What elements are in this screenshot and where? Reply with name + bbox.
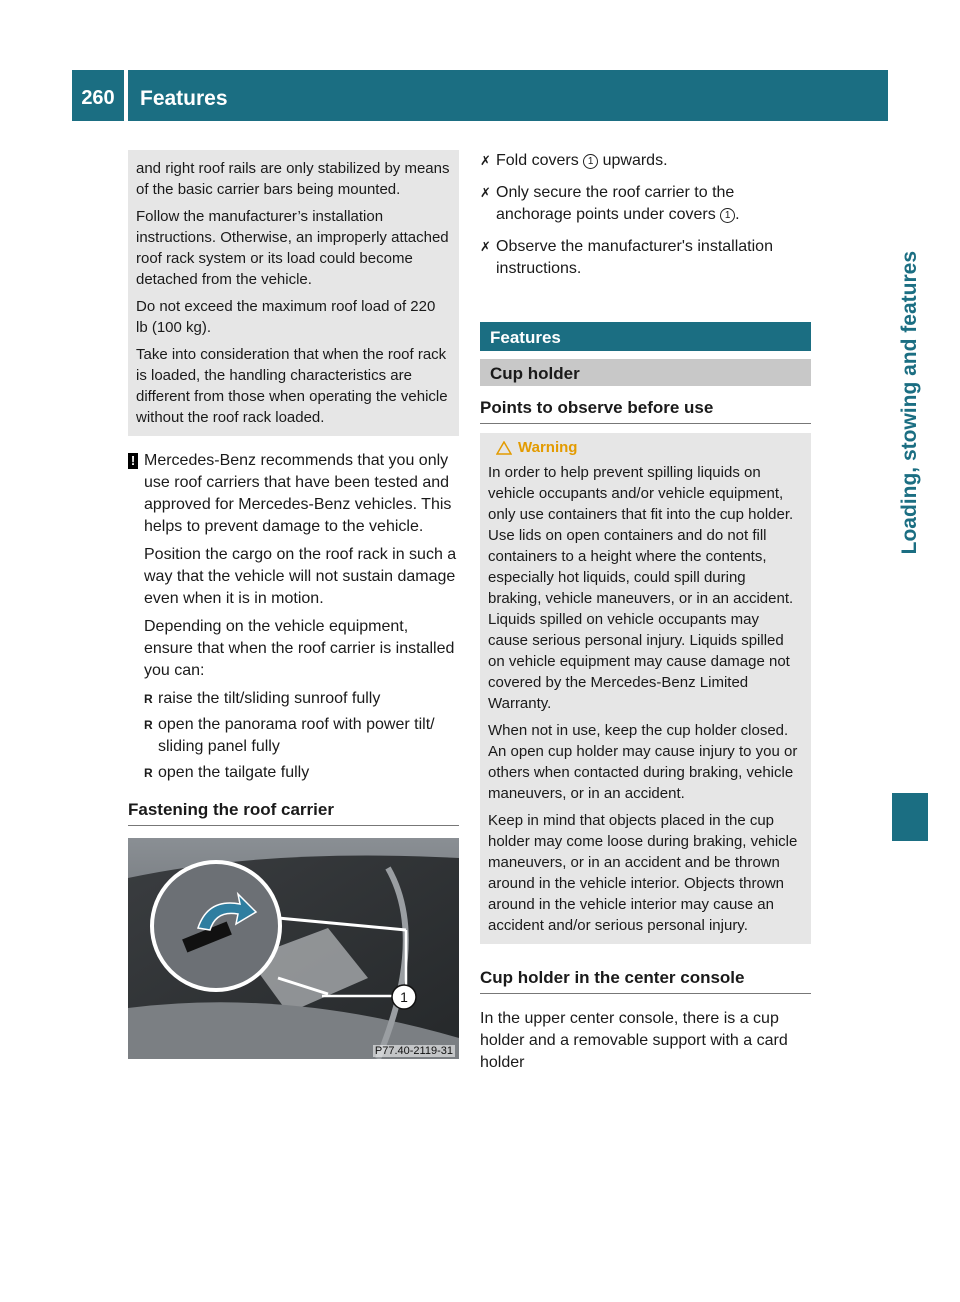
note-paragraph: Depending on the vehicle equipment, ensure that when the roof carrier is installed you can: [144, 618, 455, 679]
roof-carrier-figure [128, 838, 459, 1059]
subsection-title-bar: Cup holder [480, 359, 811, 386]
list-item: R open the panorama roof with power tilt/ sliding panel fully [144, 714, 459, 758]
section-heading: Fastening the roof carrier [128, 800, 459, 826]
exclamation-icon: ! [128, 453, 138, 469]
callout-marker: 1 [720, 208, 735, 223]
right-column [480, 150, 811, 1074]
arrow-icon: ✗ [480, 185, 491, 200]
box-paragraph: Take into consideration that when the roof rack is loaded, the handling characteristics are different from those when operating the vehicle without the roof rack loaded. [136, 346, 448, 426]
note-paragraph: Mercedes-Benz recommends that you only use roof carriers that have been tested and approved for Mercedes-Benz vehicles. This helps to prevent damage to the vehicle. [144, 452, 452, 535]
box-paragraph: Follow the manufacturer’s installation instructions. Otherwise, an improperly attached roof rack system or its load could become detached from the vehicle. [136, 208, 449, 288]
section-heading: Cup holder in the center console [480, 968, 811, 994]
warning-triangle-icon [496, 441, 512, 455]
instruction-step: ✗ Observe the manufacturer's installation instructions. [480, 238, 773, 277]
warning-box [480, 433, 811, 944]
list-item: R raise the tilt/sliding sunroof fully [144, 688, 459, 710]
instruction-step: ✗ Only secure the roof carrier to the anchorage points under covers 1 . [480, 184, 740, 223]
section-title-bar: Features [480, 322, 811, 351]
warning-paragraph: Keep in mind that objects placed in the cup holder may come loose during braking, vehicle maneuvers, or in an accident and be thrown around in the vehicle interior. Objects thrown around in the vehicle interior may cause an accident and/or serious personal injury. [488, 812, 798, 934]
warning-paragraph: In order to help prevent spilling liquids on vehicle occupants and/or vehicle equipment, only use containers that fit into the cup holder. Use lids on open containers and do not fill containers to a height where the contents, especially hot liquids, could spill during braking, vehicle maneuvers, or in an accident. Liquids spilled on vehicle occupants may cause serious personal injury. Liquids spilled on vehicle equipment may cause damage not covered by the Mercedes-Benz Limited Warranty. [488, 464, 794, 712]
header-divider [124, 70, 128, 121]
instruction-step: ✗ Fold covers 1 upwards. [480, 150, 811, 172]
note-block [128, 450, 459, 784]
chapter-tab [888, 121, 931, 841]
box-paragraph: Do not exceed the maximum roof load of 220 lb (100 kg). [136, 298, 436, 336]
figure-callout-1: 1 [400, 989, 408, 1005]
warning-continuation-box [128, 150, 459, 436]
arrow-icon: ✗ [480, 239, 491, 254]
note-paragraph: Position the cargo on the roof rack in such a way that the vehicle will not sustain damage even when it is in motion. [144, 546, 457, 607]
roof-photo-illustration [128, 838, 459, 1059]
page-title: Features [140, 86, 228, 110]
list-item: R open the tailgate fully [144, 762, 459, 784]
arrow-icon: ✗ [480, 153, 491, 168]
section-heading: Points to observe before use [480, 398, 811, 424]
chapter-tab-label: Loading, stowing and features [897, 251, 921, 555]
left-column [128, 150, 459, 1059]
callout-marker: 1 [583, 154, 598, 169]
warning-label: Warning [518, 439, 578, 456]
body-paragraph: In the upper center console, there is a cup holder and a removable support with a card holder [480, 1010, 788, 1071]
chapter-tab-marker [892, 793, 928, 841]
warning-header [488, 439, 803, 456]
box-paragraph: and right roof rails are only stabilized by means of the basic carrier bars being mounted. [136, 160, 450, 198]
figure-code: P77.40-2119-31 [374, 1045, 453, 1057]
warning-paragraph: When not in use, keep the cup holder closed. An open cup holder may cause injury to you or others when contacted during braking, vehicle maneuvers, or in an accident. [488, 722, 798, 802]
page-number: 260 [81, 87, 115, 109]
